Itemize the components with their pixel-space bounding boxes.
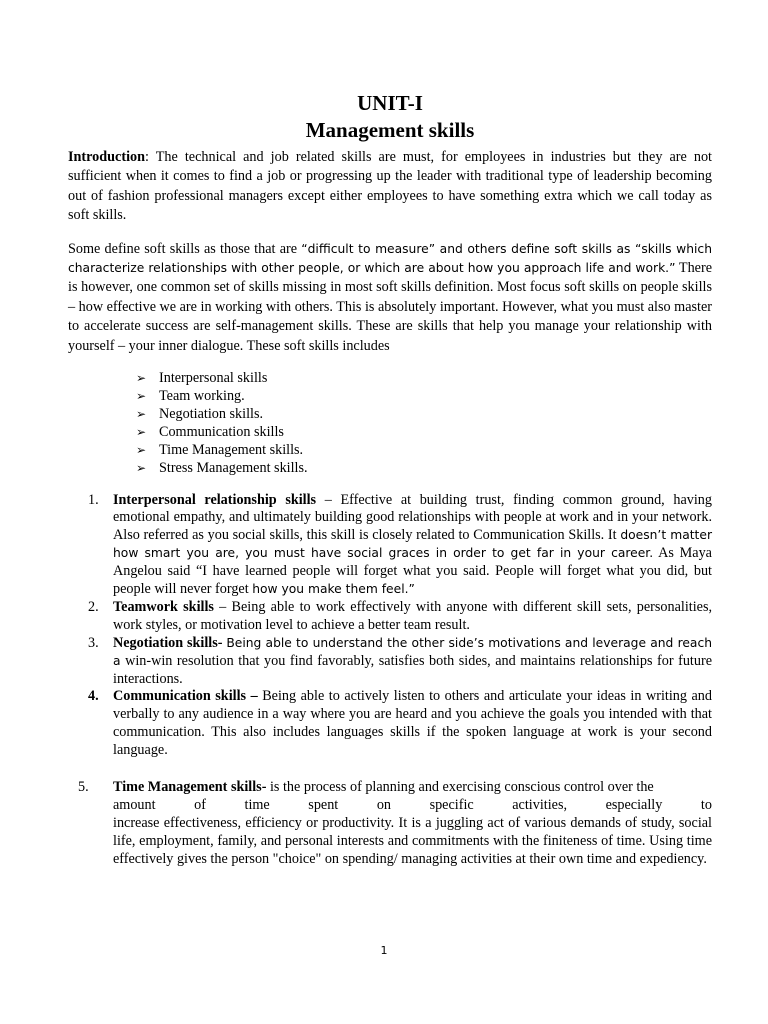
arrow-bullet-icon: ➢	[136, 406, 147, 421]
page-number: 1	[380, 944, 388, 957]
list-item: 3. Negotiation skills- Being able to understand the other side’s motivations and leverage and reach a win-win resolution that you find favorably, satisfies both sides, and maintains relationships for future interactions.	[88, 634, 713, 687]
list-item: 4. Communication skills – Being able to actively listen to others and articulate your ideas in writing and verbally to any audience in a way where you are heard and you achieve the goals you intended with that communication. This also includes languages skills if the spoken language at work is your second language.	[88, 688, 712, 759]
intro-paragraph	[68, 148, 712, 226]
arrow-bullet-icon: ➢	[136, 424, 147, 439]
document-page	[68, 90, 712, 869]
list-item: 2. Teamwork skills – Being able to work effectively with anyone with different skill sets, personalities, work styles, or motivation level to achieve a better team result.	[88, 598, 713, 633]
list-item: ➢ Stress Management skills.	[136, 459, 308, 476]
intro-text: : The technical and job related skills are must, for employees in industries but they are not sufficient when it comes to find a job or progressing up the leader with traditional type of leadership becoming out of fashion professional managers except either employees to have something extra which we call today as soft skills.	[68, 149, 712, 224]
soft-skills-list	[68, 370, 712, 477]
para2-text-a: Some define soft skills as those that are	[68, 240, 302, 257]
list-item: ➢ Communication skills	[136, 423, 284, 440]
list-item: 5. Time Management skills- is the process of planning and exercising conscious control over the amount of time spent on specific activities, especially to increase effectiveness, efficiency or productivity. It is a juggling act of various demands of study, social life, employment, family, and personal interests and commitments with the finiteness of time. Using time effectively gives the person "choice" on spending/ managing activities at their own time and expediency.	[78, 779, 712, 867]
unit-heading: UNIT-I	[357, 91, 423, 115]
time-management-list	[68, 779, 712, 869]
arrow-bullet-icon: ➢	[136, 388, 147, 403]
arrow-bullet-icon: ➢	[136, 460, 147, 475]
arrow-bullet-icon: ➢	[136, 371, 147, 386]
intro-label: Introduction	[68, 149, 145, 165]
list-item: ➢ Interpersonal skills	[136, 370, 268, 387]
soft-skills-paragraph	[68, 240, 712, 356]
list-item: ➢ Time Management skills.	[136, 441, 304, 458]
skills-definitions-list	[68, 492, 712, 761]
list-item: ➢ Team working.	[136, 387, 245, 404]
list-item: ➢ Negotiation skills.	[136, 405, 264, 422]
page-title: Management skills	[305, 118, 475, 142]
list-item: 1. Interpersonal relationship skills – Effective at building trust, finding common ground, having emotional empathy, and ultimately building good relationships with people at work and in your network. Also referred as you social skills, this skill is closely related to Communication Skills. It doesn’t matter how smart you are, you must have social graces in order to get far in your career. As Maya Angelou said “I have learned people will forget what you said. People will forget what you did, but people will never forget how you make them feel.”	[88, 491, 712, 598]
para2-text-c: There is however, one common set of skills missing in most soft skills definition. Most focus soft skills on people skills – how effective we are in working with others. This is absolutely important. However, what you must also master to accelerate success are self-management skills. These are skills that help you manage your relationship with yourself – your inner dialogue. These soft skills includes	[68, 260, 712, 354]
para2-text-b: “difficult to measure” and others define soft skills as “skills which characterize relationships with other people, or which are about how you approach life and work.”	[68, 241, 712, 276]
justified-line: amount of time spent on specific activities, especially to	[113, 797, 712, 813]
arrow-bullet-icon: ➢	[136, 442, 147, 457]
